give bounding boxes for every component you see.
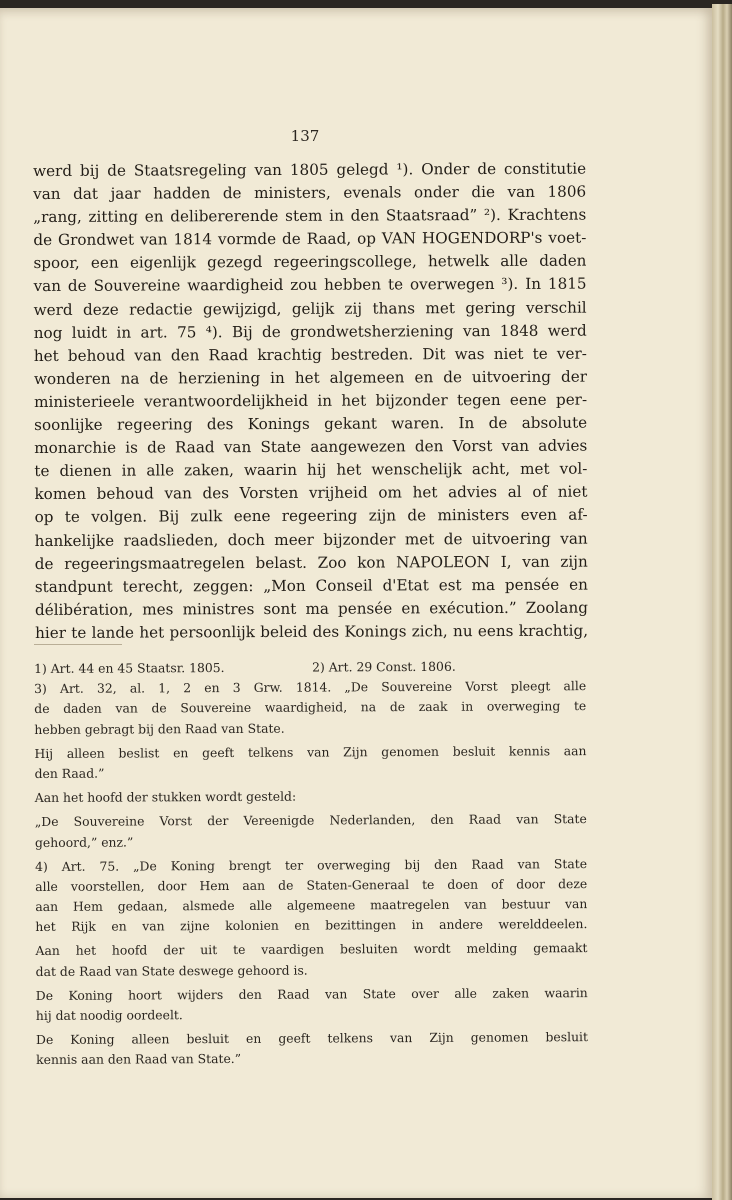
body-line: werd bij de Staatsregeling van 1805 gelegd ¹). Onder de constitutie: [33, 159, 587, 180]
body-line: werd deze redactie gewijzigd, gelijk zij thans met gering verschil: [33, 298, 587, 319]
footnote-3-para: Aan het hoofd der stukken wordt gesteld:: [34, 788, 297, 806]
footnote-3-para: Hij alleen beslist en geeft telkens van Zijn genomen besluit kennis aan: [34, 742, 587, 761]
footnote-divider: [34, 644, 122, 645]
footnote-4-para: De Koning hoort wijders den Raad van State over alle zaken waarin: [35, 984, 588, 1003]
body-line: ministerieele verantwoordelijkheid in het bijzonder tegen eene per-: [34, 390, 588, 411]
footnote-4-para: Aan het hoofd der uit te vaardigen besluiten wordt melding gemaakt: [35, 940, 588, 959]
body-line: de regeeringsmaatregelen belast. Zoo kon NAPOLEON I, van zijn: [34, 552, 588, 573]
footnote-4-line: het Rijk en van zijne kolonien en bezittingen in andere werelddeelen.: [35, 916, 588, 935]
body-line: soonlijke regeering des Konings gekant waren. In de absolute: [34, 413, 588, 435]
footnote-3-line: hebben gebragt bij den Raad van State.: [34, 720, 285, 737]
body-line: wonderen na de herziening in het algemeen en de uitvoering der: [33, 367, 587, 388]
body-line: van dat jaar hadden de ministers, evenals onder die van 1806: [33, 182, 587, 204]
body-line: „rang, zitting en delibererende stem in den Staatsraad” ²). Krachtens: [33, 205, 587, 227]
body-line: het behoud van den Raad krachtig bestreden. Dit was niet te ver-: [33, 344, 587, 365]
footnote-3-para: den Raad.”: [34, 765, 105, 781]
footnote-4-line: alle voorstellen, door Hem aan de Staten-Generaal te doen of door deze: [35, 875, 588, 894]
footnote-3-para: „De Souvereine Vorst der Vereenigde Nederlanden, den Raad van State: [34, 811, 587, 830]
footnote-3-line: de daden van de Souvereine waardigheid, na de zaak in overweging te: [34, 698, 587, 717]
body-line: op te volgen. Bij zulk eene regeering zijn de ministers even af-: [34, 505, 588, 527]
footnote-4-para: kennis aan den Raad van State.”: [36, 1051, 242, 1068]
body-line: komen behoud van des Vorsten vrijheid om het advies al of niet: [34, 482, 588, 504]
body-text: [33, 158, 588, 645]
body-line: spoor, een eigenlijk gezegd regeeringscollege, hetwelk alle daden: [33, 251, 587, 273]
footnote-3-line: 3) Art. 32, al. 1, 2 en 3 Grw. 1814. „De Souvereine Vorst pleegt alle: [34, 678, 587, 697]
footnote-4-para: dat de Raad van State deswege gehoord is.: [35, 962, 308, 979]
body-line: hankelijke raadslieden, doch meer bijzonder met de uitvoering van: [34, 529, 588, 550]
body-line: délibération, mes ministres sont ma pensée en exécution.” Zoolang: [34, 598, 588, 619]
body-line: hier te lande het persoonlijk beleid des Konings zich, nu eens krachtig,: [35, 621, 589, 642]
footnote-1: 1) Art. 44 en 45 Staatsr. 1805.: [34, 660, 225, 676]
footnote-4-line: aan Hem gedaan, alsmede alle algemeene maatregelen van bestuur van: [35, 896, 588, 915]
body-line: monarchie is de Raad van State aangewezen den Vorst van advies: [34, 436, 588, 458]
body-line: van de Souvereine waardigheid zou hebben te overwegen ³). In 1815: [33, 275, 587, 296]
body-line: de Grondwet van 1814 vormde de Raad, op VAN HOGENDORP's voet-: [33, 228, 587, 250]
body-line: nog luidt in art. 75 ⁴). Bij de grondwetsherziening van 1848 werd: [33, 321, 587, 342]
footnote-3-para: gehoord,” enz.”: [34, 833, 134, 850]
footnotes: [34, 656, 588, 1070]
page-edge: [712, 4, 732, 1200]
footnote-4-para: De Koning alleen besluit en geeft telkens van Zijn genomen besluit: [35, 1029, 589, 1048]
footnote-2: 2) Art. 29 Const. 1806.: [312, 658, 456, 675]
body-line: standpunt terecht, zeggen: „Mon Conseil d'Etat est ma pensée en: [34, 575, 588, 596]
body-line: te dienen in alle zaken, waarin hij het wenschelijk acht, met vol-: [34, 459, 588, 481]
footnote-4-line: 4) Art. 75. „De Koning brengt ter overweging bij den Raad van State: [35, 855, 588, 874]
footnote-4-para: hij dat noodig oordeelt.: [35, 1007, 183, 1023]
page-number: 137: [290, 127, 320, 145]
book-page: [0, 8, 712, 1198]
footnote-row: [34, 656, 586, 679]
